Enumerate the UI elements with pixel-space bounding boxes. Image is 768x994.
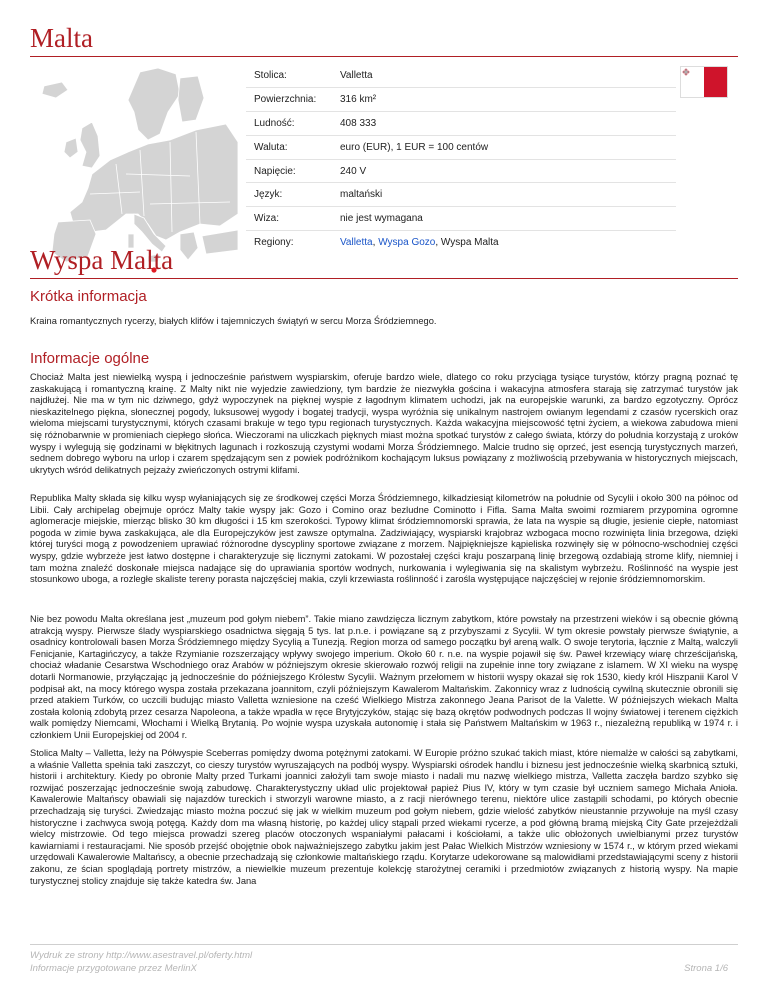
footer-credit: Informacje przygotowane przez MerlinX — [30, 963, 197, 974]
info-row-voltage — [246, 160, 676, 184]
short-info-text: Kraina romantycznych rycerzy, białych klifów i tajemniczych świątyń w sercu Morza Śródziemnego. — [30, 316, 437, 326]
footer-source: Wydruk ze strony http://www.asestravel.pl/oferty.html — [30, 950, 253, 961]
info-value-regions — [340, 237, 676, 248]
info-row-capital — [246, 64, 676, 88]
info-label: Powierzchnia: — [254, 93, 317, 105]
general-paragraph-2: Republika Malty składa się kilku wysp wyłaniających się ze środkowej części Morza Śródziemnego, kilkadziesiąt kilometrów na południe od Sycylii i około 300 na północ od Libii. Cały archipelag obejmuje oprócz Malty takie wyspy jak: Gozo i Comino oraz bezludne Cominotto i Fifla. Sama Malta swoimi rozmiarem przypomina ogromne aglomeracje miejskie, mierząc blisko 30 km długości i 15 km szerokości. Typowy klimat śródziemnomorski sprawia, że lata na wyspie są długie, jesienie ciepłe, natomiast pogoda w zimie bywa zaskakująca, ale dla Europejczyków jest zawsze optymalna. Zadziwiający, wyspiarski krajobraz wzbogaca mocno rozwinięta linia brzegowa, dzięki której turyści mogą z powodzeniem uprawiać różnorodne dyscypliny sportowe związane z morzem. Najpiękniejsze kąpieliska rozwinęły się w północno-wschodniej części wyspy, gdzie wybrzeże jest łatwo dostępne i charakteryzuje się licznymi zatokami. W pozostałej części kraju poszarpaną linię brzegową ozdabiają strome klify, niemniej i tam można znaleźć doskonałe miejsca nadające się do uprawiania sportów wodnych, nurkowania i wylegiwania się na skalistym wybrzeżu. Roślinność na wyspie jest stosunkowo uboga, a rozległe skaliste tereny porasta najczęściej makia, czyli krzewiasta roślinność i zarośla występujące najczęściej w rejonie śródziemnomorskim. — [30, 493, 738, 585]
info-label: Stolica: — [254, 69, 287, 81]
info-label: Wiza: — [254, 213, 279, 225]
region-title-divider — [30, 278, 738, 279]
region-rest: , Wyspa Malta — [435, 237, 499, 249]
malta-flag-icon — [680, 66, 728, 98]
info-value: 316 km² — [340, 93, 377, 105]
info-row-currency — [246, 136, 676, 160]
footer-divider — [30, 944, 738, 945]
info-label: Napięcie: — [254, 165, 296, 177]
info-label: Regiony: — [254, 237, 294, 249]
region-title: Wyspa Malta — [30, 245, 174, 275]
general-paragraph-1: Chociaż Malta jest niewielką wyspą i jednocześnie państwem wyspiarskim, oferuje bardzo wiele, dlatego co roku przyciąga tysiące turystów, którzy pragną poznać tę zaskakującą i romantyczną krainę. Z Malty nikt nie wyjedzie zawiedziony, tym bardzie że niezwykła gościna i wakacyjna atmosfera starają się zatrzymać turystów jak najdłużej. Nie ma w tym nic dziwnego, gdyż wypoczynek na pięknej wyspie z łagodnym klimatem uchodzi, jak na europejskie warunki, za bardzo egzotyczny. Oprócz nieskazitelnego piękna, słonecznej pogody, luksusowej wygody i bogatej tradycji, wyspa wyróżnia się unikalnym nastrojem owianym legendami z czasów rycerskich oraz wieloma miejscami turystycznymi, których czasami brakuje w tego typu regionach turystycznych. Każda wakacyjna miejscowość tętni życiem, a wiekowa zabudowa mieni się różnobarwnie w promieniach ciepłego słońca. Wieczorami na uliczkach pięknych miast można spotkać turystów z całego świata, którzy do południa korzystają z uroków wyspy i wylegują się godzinami w błękitnych lagunach i rozkoszują czystymi wodami Morza Śródziemnego. Malcie trudno się oprzeć, jest esencją turystycznych marzeń, sednem dobrego wyboru na urlop i czarem spędzającym sen z powiek podróżnikom kochającym luksus powiązany z możliwością przebywania w historycznych miejscach, ukrytych wśród delikatnych pejzaży zwieńczonych ostrymi klifami. — [30, 372, 738, 475]
info-row-language — [246, 183, 676, 207]
region-link-gozo[interactable]: Wyspa Gozo — [378, 237, 436, 249]
region-separator: , — [372, 237, 379, 249]
info-row-population — [246, 112, 676, 136]
section-heading-short-info: Krótka informacja — [30, 288, 147, 305]
general-paragraph-4: Stolica Malty – Valletta, leży na Półwyspie Sceberras pomiędzy dwoma potężnymi zatokami. W Europie próżno szukać takich miast, które niemalże w całości są zabytkami, a właśnie Valletta spełnia taki zaszczyt, co cieszy turystów wyruszających na podbój wyspy. Wyspiarski ośrodek handlu i biznesu jest jednocześnie wielką skarbnicą sztuki, historii i architektury. Kiedy po obronie Malty przed Turkami joannici założyli tam swoje miasto i nadali mu nazwę wielkiego mistrza, Valletta zaczęła bardzo szybko się rozwijać poszerzając jednocześnie swoją zabudowę. Charakterystyczny układ ulic projektował papież Pius IV, który w tym czasie był uczniem samego Michała Anioła. Kawalerowie Maltańscy obawiali się najazdów tureckich i stworzyli warowne miasto, a z racji nierównego terenu, niektóre ulice zastąpili schodami, po których obecnie przechadzają się turyści. Zwiedzając miasto można poczuć się jak w wielkim muzeum pod gołym niebem, gdzie wielość zabytków nieustannie przywołuje na myśl czasy historyczne i zachwyca swoją potęgą. Każdy dom ma własną historię, po każdej ulicy stąpali przed wiekami rycerze, a pod główną bramą miejską City Gate przejeżdżali wielcy mistrzowie. Od tego miejsca prowadzi szereg placów otoczonych wspaniałymi pałacami i kościołami, a także ulic obłożonych uwielbianymi przez turystów kawiarniami i restauracjami. Nie sposób przejść obojętnie obok najważniejszego zabytku jakim jest Pałac Wielkich Mistrzów wzniesiony w 1574 r., w którym przed wiekami urzędowali Kawalerowie Maltańscy, a obecnie przechadzają się członkowie maltańskiego rządu. Korytarze udekorowane są malowidłami przedstawiającymi sceny z historii zakonu, ze ścian spoglądają portrety mistrzów, a niewielkie muzeum prezentuje kolekcję starożytnej ceramiki i przedmiotów związanych z historią wyspy. Na mapie turystycznej stolicy znajduje się także katedra św. Jana — [30, 748, 738, 886]
info-value: maltański — [340, 189, 383, 201]
info-label: Język: — [254, 189, 283, 201]
info-value: 408 333 — [340, 117, 377, 129]
info-label: Waluta: — [254, 141, 288, 153]
general-paragraph-3: Nie bez powodu Malta określana jest „muzeum pod gołym niebem”. Takie miano zawdzięcza licznym zabytkom, które powstały na przestrzeni wieków i są obecnie główną atrakcją wyspy. Pierwsze ślady wyspiarskiego osadnictwa sięgają 5 tys. lat p.n.e. i powiązane są z przybyszami z Sycylii. W tym okresie powstały pierwsze świątynie, a osadnicy kontrolowali basen Morza Śródziemnego między Sycylią a Tunezją. Region morza od samego początku był areną walk. O swoje terytoria, łącznie z Maltą, walczyli Fenicjanie, Kartagińczycy, a także Rzymianie rozszerzający wpływy swojego imperium. Około 60 r. n.e. na wyspie pojawił się św. Paweł krzewiący wiarę chrześcijańską, chociaż władanie Cesarstwa Wschodniego oraz Arabów w późniejszym okresie skierowało rozwój religii na zupełnie inne tory związane z islamem. W XI wieku na wyspę dotarli Normanowie, przyłączając ją jednocześnie do późniejszego Królestw Sycylii. Ważnym przełomem w historii wyspy okazał się rok 1530, kiedy król Hiszpanii Karol V podpisał akt, na mocy którego wyspa została przekazana joannitom, czyli późniejszym Kawalerom Maltańskim. Zakonnicy wraz z ludnością cywilną skutecznie obronili się przed atakiem Turków, co uczcili budując miasto Valletta wzniesione na cześć Wielkiego Mistrza zakonnego Jeana Parisot de la Valette. W późniejszych wiekach Malta została kolonią zdobytą przez cesarza Napoleona, a także wpadła w ręce Brytyjczyków, stając się bazą okrętów podwodnych podczas II wojny światowej i terenem ciężkich walk pomiędzy Niemcami, Włochami i Wielką Brytanią. Po wojnie wyspa uzyskała autonomię i stała się Państwem Maltańskim w 1963 r., niezależną republiką w 1974 r. i członkiem Unii Europejskiej od 2004 r. — [30, 614, 738, 740]
footer-page-number: Strona 1/6 — [684, 963, 728, 974]
section-heading-general-info: Informacje ogólne — [30, 350, 150, 367]
info-value: euro (EUR), 1 EUR = 100 centów — [340, 141, 489, 153]
page-title: Malta — [30, 23, 93, 53]
info-value: Valletta — [340, 69, 373, 81]
info-value: nie jest wymagana — [340, 213, 423, 225]
info-row-visa — [246, 207, 676, 231]
region-link-valletta[interactable]: Valletta — [340, 237, 373, 249]
info-row-area — [246, 88, 676, 112]
country-info-table — [246, 64, 676, 254]
info-label: Ludność: — [254, 117, 295, 129]
info-value: 240 V — [340, 165, 367, 177]
info-row-regions — [246, 231, 676, 254]
title-divider — [30, 56, 738, 57]
